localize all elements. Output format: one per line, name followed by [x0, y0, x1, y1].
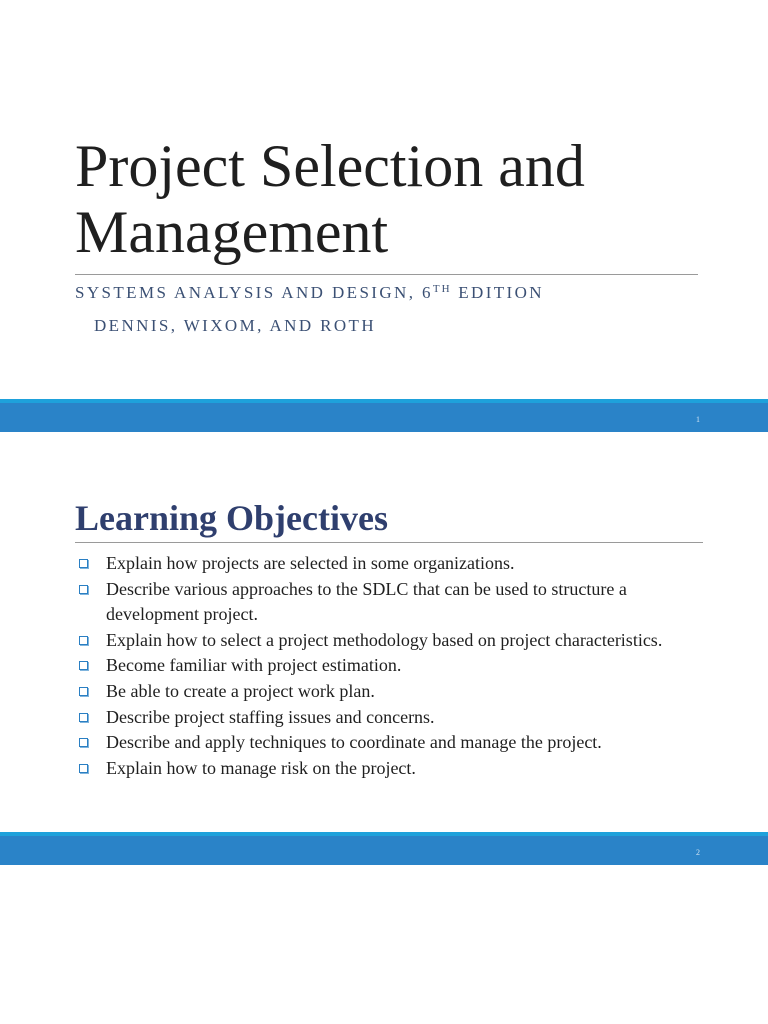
- slide-footer-band-2: [0, 832, 768, 865]
- objective-text: Describe and apply techniques to coordinate and manage the project.: [106, 732, 602, 753]
- hollow-square-bullet-icon: [79, 585, 88, 594]
- learning-objectives-heading: Learning Objectives: [75, 498, 388, 538]
- objective-item: [75, 730, 715, 756]
- objective-item: [75, 679, 715, 705]
- subtitle-end: EDITION: [451, 283, 544, 302]
- page-title: [75, 133, 715, 265]
- heading-divider: [75, 542, 703, 543]
- title-divider: [75, 274, 698, 275]
- subtitle: [75, 283, 544, 303]
- hollow-square-bullet-icon: [79, 738, 88, 747]
- hollow-square-bullet-icon: [79, 713, 88, 722]
- title-line-2: Management: [75, 199, 389, 265]
- objectives-list: [75, 551, 715, 781]
- slide-number-1: 1: [696, 415, 700, 424]
- title-line-1: Project Selection and: [75, 133, 585, 199]
- objective-item: [75, 653, 715, 679]
- slide-number-2: 2: [696, 848, 700, 857]
- objective-text: Explain how to select a project methodology based on project characteristics.: [106, 629, 663, 650]
- slide-footer-band-1: [0, 399, 768, 432]
- objective-text: Describe project staffing issues and concerns.: [106, 706, 435, 727]
- hollow-square-bullet-icon: [79, 687, 88, 696]
- hollow-square-bullet-icon: [79, 559, 88, 568]
- hollow-square-bullet-icon: [79, 661, 88, 670]
- authors: DENNIS, WIXOM, AND ROTH: [94, 316, 377, 335]
- objective-text: Be able to create a project work plan.: [106, 680, 375, 701]
- subtitle-superscript: TH: [432, 283, 452, 295]
- objective-text: Explain how projects are selected in some organizations.: [106, 553, 515, 573]
- objective-item: [75, 756, 715, 782]
- objective-text: Describe various approaches to the SDLC that can be used to structure a development project.: [106, 578, 627, 625]
- hollow-square-bullet-icon: [79, 636, 88, 645]
- objective-item: [75, 551, 715, 577]
- objective-item: [75, 628, 715, 654]
- objective-text: Explain how to manage risk on the project.: [106, 757, 416, 778]
- objective-text: Become familiar with project estimation.: [106, 655, 402, 676]
- objective-item: [75, 577, 715, 628]
- hollow-square-bullet-icon: [79, 764, 88, 773]
- subtitle-main: SYSTEMS ANALYSIS AND DESIGN, 6: [75, 283, 433, 302]
- objective-item: [75, 705, 715, 731]
